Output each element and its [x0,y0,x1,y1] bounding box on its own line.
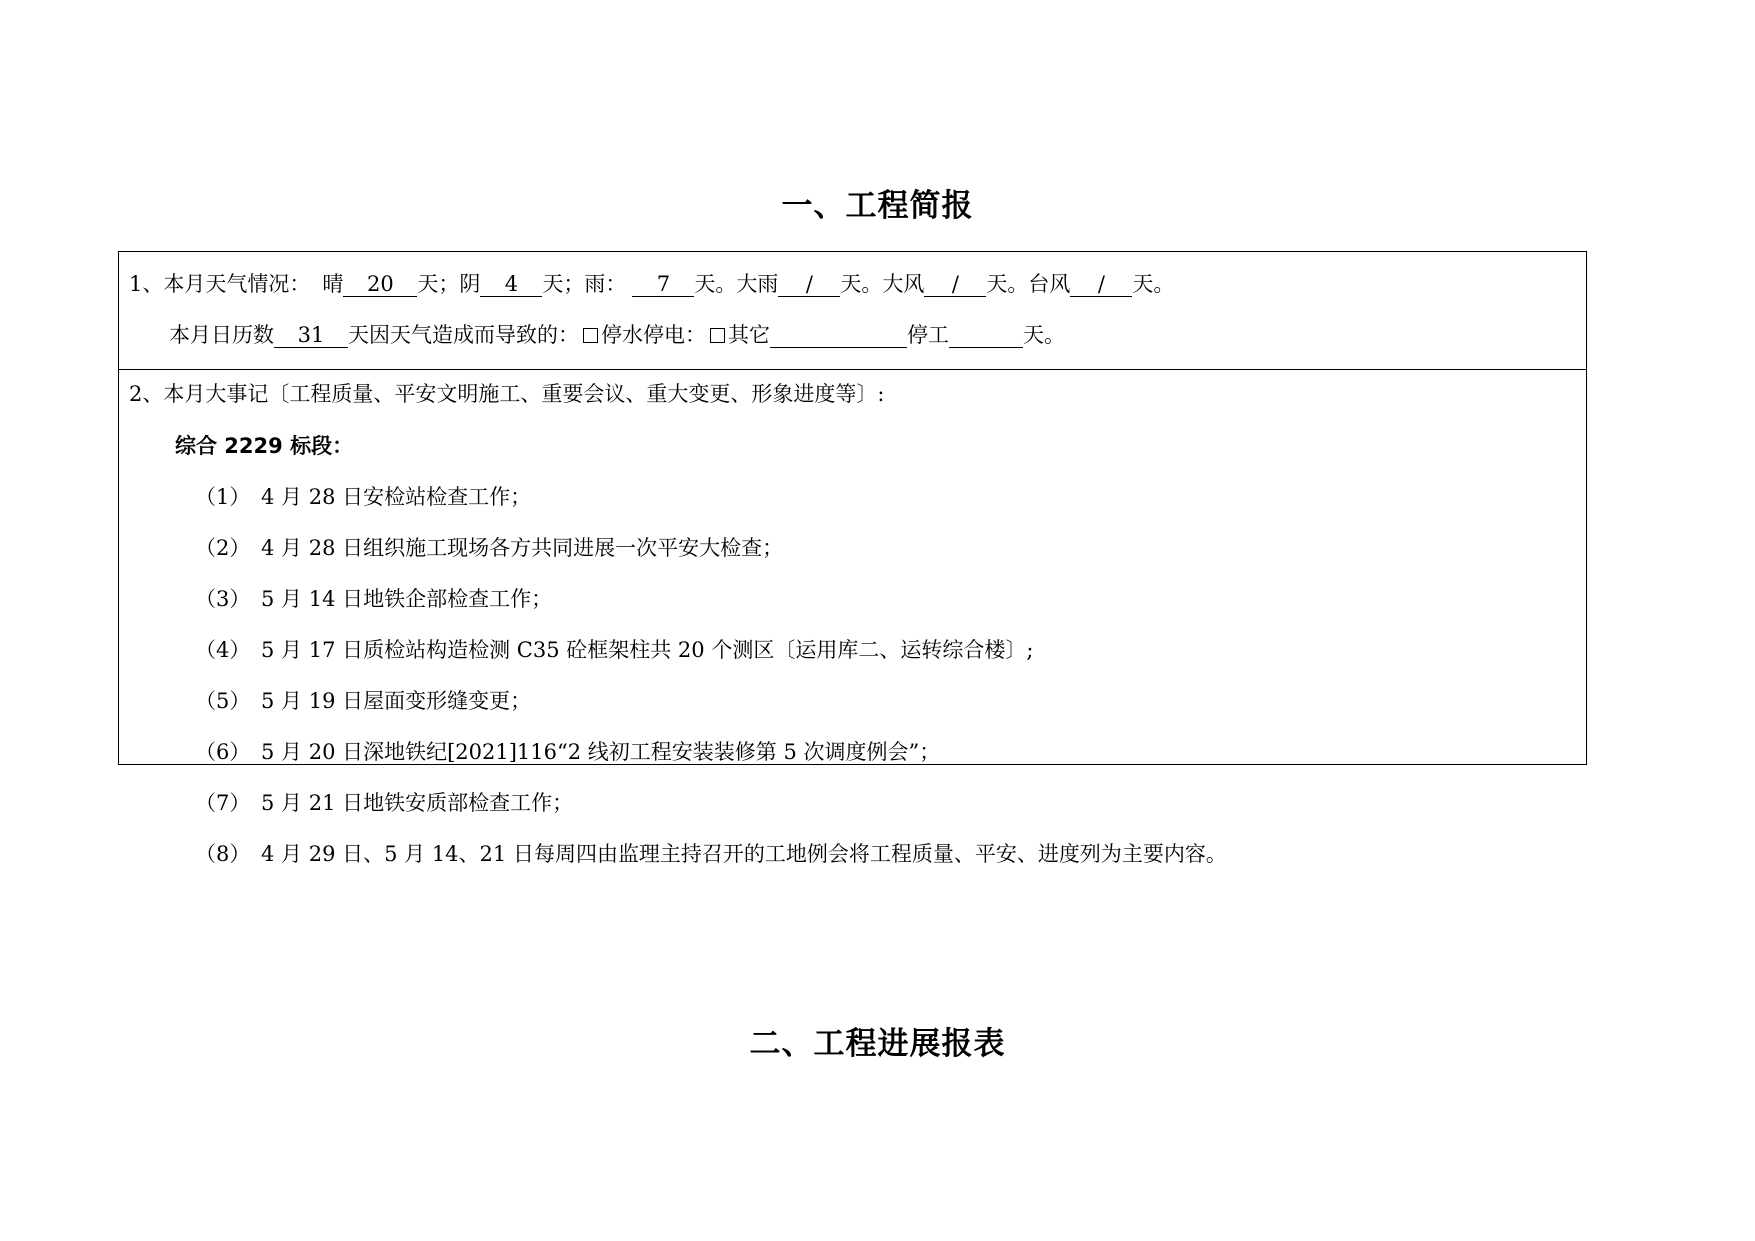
list-item [195,789,573,817]
report-table [118,251,1587,866]
events-heading: 2、本月大事记〔工程质量、平安文明施工、重要会议、重大变更、形象进度等〕: [129,382,885,406]
heavy-rain-label: 天。大雨 [694,272,779,296]
cloudy-label: ；阴 [438,272,481,296]
item-text: 5 月 14 日地铁企部检查工作； [261,587,553,611]
item-number: （1） [195,485,251,509]
item-number: （6） [195,740,251,764]
weather-section [119,252,1586,370]
rain-days: 7 [632,272,694,297]
item-text: 4 月 28 日组织施工现场各方共同进展一次平安大检查； [261,536,784,560]
item-number: （7） [195,791,251,815]
other-label: 其它 [728,323,770,347]
events-section [119,370,1586,866]
item-text: 5 月 19 日屋面变形缝变更； [261,689,532,713]
calendar-line [169,321,1065,349]
wind-days: / [924,272,986,297]
day-unit: 天 [542,272,564,296]
list-item [195,534,783,562]
list-item [195,840,1227,868]
list-item [195,483,531,511]
typhoon-days: / [1070,272,1132,297]
calendar-end: 天。 [1023,323,1065,347]
calendar-days: 31 [274,323,348,348]
section1-title: 一、工程简报 [781,188,974,224]
section-label: 综合 2229 标段： [175,434,354,458]
item-number: （3） [195,587,251,611]
calendar-prefix: 本月日历数 [169,323,274,347]
stop-label: 停工 [907,323,949,347]
checkbox-icon[interactable] [583,328,598,343]
item-text: 5 月 21 日地铁安质部检查工作； [261,791,574,815]
sunny-days: 20 [343,272,417,297]
weather-end: 天。 [1132,272,1175,296]
item-text: 5 月 20 日深地铁纪[2021]116“2 线初工程安装装修第 5 次调度例会”； [261,740,941,764]
wind-label: 天。大风 [840,272,925,296]
sunny-label: 晴 [322,272,344,296]
weather-line [129,270,1174,298]
power-water-label: 停水停电： [601,323,706,347]
list-item [195,636,1033,664]
item-text: 4 月 29 日、5 月 14、21 日每周四由监理主持召开的工地例会将工程质量、平安、进度列为主要内容。 [261,842,1227,866]
item-number: （4） [195,638,251,662]
list-item [195,585,552,613]
list-item [195,687,531,715]
heavy-rain-days: / [778,272,840,297]
item-number: （2） [195,536,251,560]
section2-title: 二、工程进展报表 [749,1026,1006,1062]
rain-label: ；雨： [563,272,627,296]
cloudy-days: 4 [480,272,542,297]
other-value [770,323,907,348]
item-text: 4 月 28 日安检站检查工作； [261,485,532,509]
item-text: 5 月 17 日质检站构造检测 C35 砼框架柱共 20 个测区〔运用库二、运转综合楼〕; [261,638,1034,662]
item-number: （5） [195,689,251,713]
typhoon-label: 天。台风 [986,272,1071,296]
checkbox-icon[interactable] [710,328,725,343]
weather-prefix: 1、本月天气情况： [129,272,311,296]
list-item [195,738,940,766]
calendar-text: 天因天气造成而导致的： [348,323,579,347]
day-unit: 天 [417,272,439,296]
item-number: （8） [195,842,251,866]
stop-days [949,323,1023,348]
